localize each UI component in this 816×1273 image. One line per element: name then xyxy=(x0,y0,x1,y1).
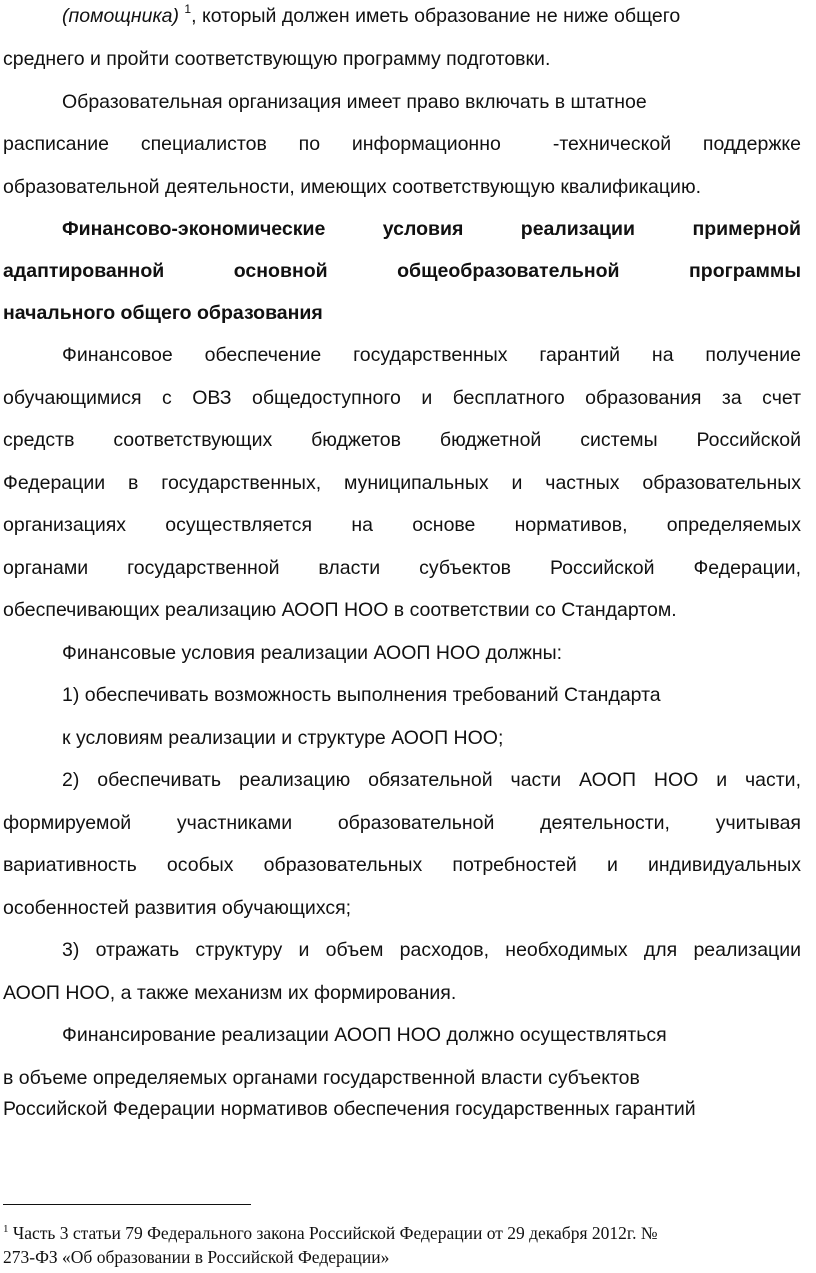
p3-line-6: органами государственной власти субъектов Российской Федерации, xyxy=(3,557,801,579)
p8-line-3: Российской Федерации нормативов обеспечения государственных гарантий xyxy=(3,1098,696,1120)
section-heading-line-1: Финансово-экономические условия реализации примерной xyxy=(62,218,801,240)
footnote-marker: 1 xyxy=(3,1223,9,1235)
p7-line-1: 3) отражать структуру и объем расходов, необходимых для реализации xyxy=(62,939,801,961)
assistant-term: (помощника) xyxy=(62,5,179,27)
p1-line-2: среднего и пройти соответствующую программу подготовки. xyxy=(3,48,551,70)
p2-line-2-b: -технической поддержке xyxy=(552,133,801,155)
p1-line-1 xyxy=(62,4,816,28)
p4-line-1: Финансовые условия реализации АООП НОО должны: xyxy=(62,642,563,664)
p6-line-4: особенностей развития обучающихся; xyxy=(3,897,352,919)
p6-line-1: 2) обеспечивать реализацию обязательной части АООП НОО и части, xyxy=(62,769,801,791)
p2-line-3: образовательной деятельности, имеющих соответствующую квалификацию. xyxy=(3,176,701,198)
p8-line-1: Финансирование реализации АООП НОО должно осуществляться xyxy=(62,1024,667,1046)
p6-line-2: формируемой участниками образовательной деятельности, учитывая xyxy=(3,812,801,834)
p7-line-2: АООП НОО, а также механизм их формирования. xyxy=(3,982,457,1004)
p1-line-1-text: , который должен иметь образование не ниже общего xyxy=(191,5,681,27)
p3-line-2: обучающимися с ОВЗ общедоступного и бесплатного образования за счет xyxy=(3,387,801,409)
section-heading-line-2: адаптированной основной общеобразовательной программы xyxy=(3,260,801,282)
p3-line-4: Федерации в государственных, муниципальных и частных образовательных xyxy=(3,472,801,494)
footnote-line-2: 273-ФЗ «Об образовании в Российской Федерации» xyxy=(3,1247,390,1267)
footnote-separator xyxy=(3,1204,251,1205)
footnote-reference[interactable]: 1 xyxy=(184,2,192,16)
p3-line-7: обеспечивающих реализацию АООП НОО в соответствии со Стандартом. xyxy=(3,599,677,621)
p2-line-2-a: расписание специалистов по информационно xyxy=(3,133,501,155)
footnote-text-1: Часть 3 статьи 79 Федерального закона Российской Федерации от 29 декабря 2012г. № xyxy=(8,1223,658,1243)
p2-line-2 xyxy=(3,132,801,156)
p8-line-2: в объеме определяемых органами государственной власти субъектов xyxy=(3,1067,640,1089)
p2-line-1: Образовательная организация имеет право включать в штатное xyxy=(62,91,647,113)
p3-line-1: Финансовое обеспечение государственных гарантий на получение xyxy=(62,344,801,366)
p5-line-2: к условиям реализации и структуре АООП НОО; xyxy=(62,727,504,749)
p3-line-3: средств соответствующих бюджетов бюджетной системы Российской xyxy=(3,429,801,451)
section-heading-line-3: начального общего образования xyxy=(3,302,323,324)
p3-line-5: организациях осуществляется на основе нормативов, определяемых xyxy=(3,514,801,536)
footnote-line-1 xyxy=(3,1222,658,1244)
p6-line-3: вариативность особых образовательных потребностей и индивидуальных xyxy=(3,854,801,876)
p5-line-1: 1) обеспечивать возможность выполнения требований Стандарта xyxy=(62,684,661,706)
